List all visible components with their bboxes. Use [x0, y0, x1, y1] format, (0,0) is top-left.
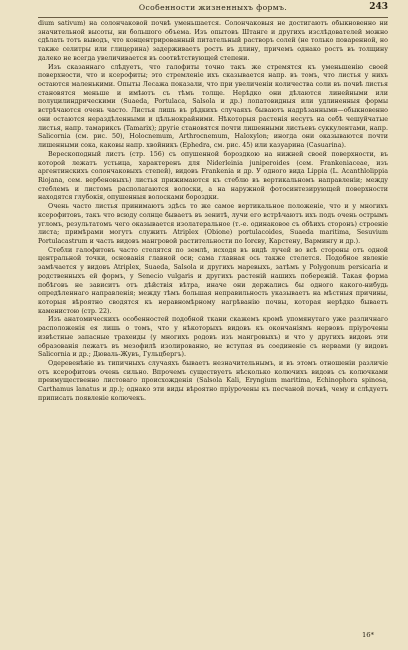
paragraph: Изъ сказаннаго слѣдуетъ, что галофиты точно такъ же стремятся къ уменьшенію своей поверхности, что и ксерофиты; это стремленіе ихъ сказывается напр. въ томъ, что листья у нихъ остаются маленькими. Опыты Лесажа показали, что при увеличеніи количества соли въ почвѣ листья становятся меньше и имѣютъ съ тѣмъ толще. Нерѣдко они дѣлаются линейными или полуцилиндрическими (Suaeda, Portulaca, Salsola и др.) лопатовидныя или удлиненныя формы встрѣчаются очень часто. Листья лишь въ рѣдкихъ случаяхъ бываютъ надрѣзанными—обыкновенно они остаются нераздѣленными и цѣльнокрайними. Нѣкоторыя растенія несутъ на себѣ чешуйчатые листья, напр. тамариксъ (Tamarix); другіе становятся почти лишенными листьевъ суккулентами, напр. Salicornia (см. рис. 50), Holocnemum, Arthrocnemum, Haloxylon; иногда они оказываются почти лишенными сока, каковы напр. хвойникъ (Ephedra, см. рис. 45) или казуарина (Casuarina).: [38, 63, 388, 150]
paragraph: Стебли галофитовъ часто стелятся по землѣ, исходя въ видѣ лучей во всѣ стороны отъ одной центральной точки, основанія главной оси; сама главная ось также стелется. Подобное явленіе замѣчается у видовъ Atriplex, Suaeda, Salsola и другихъ маревыхъ, затѣмъ у Polygonum persicaria и родственныхъ ей формъ, у Senecio vulgaris и другихъ растеній нашихъ побережій. Такая форма побѣговъ не зависитъ отъ дѣйствія вѣтра, иначе они держались бы одного какого-нибудь опредѣленнаго направленія; между тѣмъ большая неправильность указываетъ на мѣстныя причины, которыя вѣроятно сводятся къ неравномѣрному нагрѣванію почвы, которая нерѣдко бываетъ каменистою (стр. 22).: [38, 246, 388, 315]
paragraph: Очень часто листья принимаютъ здѣсь то же самое вертикальное положеніе, что и у многихъ ксерофитовъ, такъ что всюду солнце бываетъ въ зенитѣ, лучи его встрѣчаютъ ихъ подъ очень острымъ угломъ, результатомъ чего оказывается изолатеральное (т.-е. одинаковое съ обѣихъ сторонъ) строеніе листа; примѣрами могутъ служить Atriplex (Obione) portulacoides, Suaeda maritima, Sesuvium Portulacastrum и часть видовъ мангровой растительности по Iorєву, Карстену, Вармингу и др.).: [38, 203, 388, 245]
signature-mark: 16*: [361, 631, 374, 639]
paragraph: Одеревенѣніе въ типичныхъ случаяхъ бываетъ незначительнымъ, и въ этомъ отношеніи различіе отъ ксерофитовъ очень сильно. Впрочемъ существуетъ нѣсколько колючихъ видовъ съ колючками преимущественно листоваго происхожденія (Salsola Kali, Eryngium maritima, Echinophora spinosa, Carthamus lanatus и др.); однако эти виды вѣроятно пріурочены къ песчаной почвѣ, чему и слѣдуетъ приписать появленіе колючекъ.: [38, 360, 388, 402]
page-header: [38, 3, 388, 17]
running-title: Особенности жизненныхъ формъ.: [138, 3, 288, 12]
body-text: [38, 20, 388, 628]
header-rule: [38, 17, 388, 18]
paragraph: Верескоподный листъ (стр. 156) съ опушенной бороздкою на нижней своей поверхности, въ которой лежатъ устьица, характеренъ для Niderleinia juniperoides (сем. Frankeniaceae, изъ аргентинскихъ солончаковыхъ степей), видовъ Frankenia и др. У одного вида Lippia (L. Acanthlolippia Riojana, сем. вербеновыхъ) листья прижимаются къ стеблю въ вертикальномъ направленіи; между стеблемъ и листомъ располагаются волоски, а на наружной фотосинтезирующей поверхности находятся глубокія, опушенныя волосками бороздки.: [38, 150, 388, 202]
paragraph: Изъ анатомическихъ особенностей подобной ткани скажемъ кромѣ упомянутаго уже различнаго расположенія ея лишь о томъ, что у нѣкоторыхъ видовъ къ окончаніямъ нервовъ пріурочены извѣстные запасные трахеиды (у многихъ родовъ изъ мангровыхъ) и что у другихъ видовъ эти образованія лежатъ въ мезофилѣ изолированно, не вступая въ соединеніе съ нервами (у видовъ Salicornia и др.; Дюваль-Жувъ, Гульцбергъ).: [38, 316, 388, 359]
page-number: 243: [369, 2, 388, 12]
paragraph: dium sativum) на солончаковой почвѣ уменьшается. Солончаковыя не достигаютъ обыкновенно ни значительной высоты, ни большого объема. Изъ опытовъ Штанге и другихъ изслѣдователей можно сдѣлать тотъ выводъ, что концентрированный питательный растворъ солей (не только поваренной, но также селитры или глицерина) задерживаетъ ростъ въ длину, причемъ однако ростъ въ толщину далеко не всегда увеличивается въ соотвѣтствующей степени.: [38, 20, 388, 62]
